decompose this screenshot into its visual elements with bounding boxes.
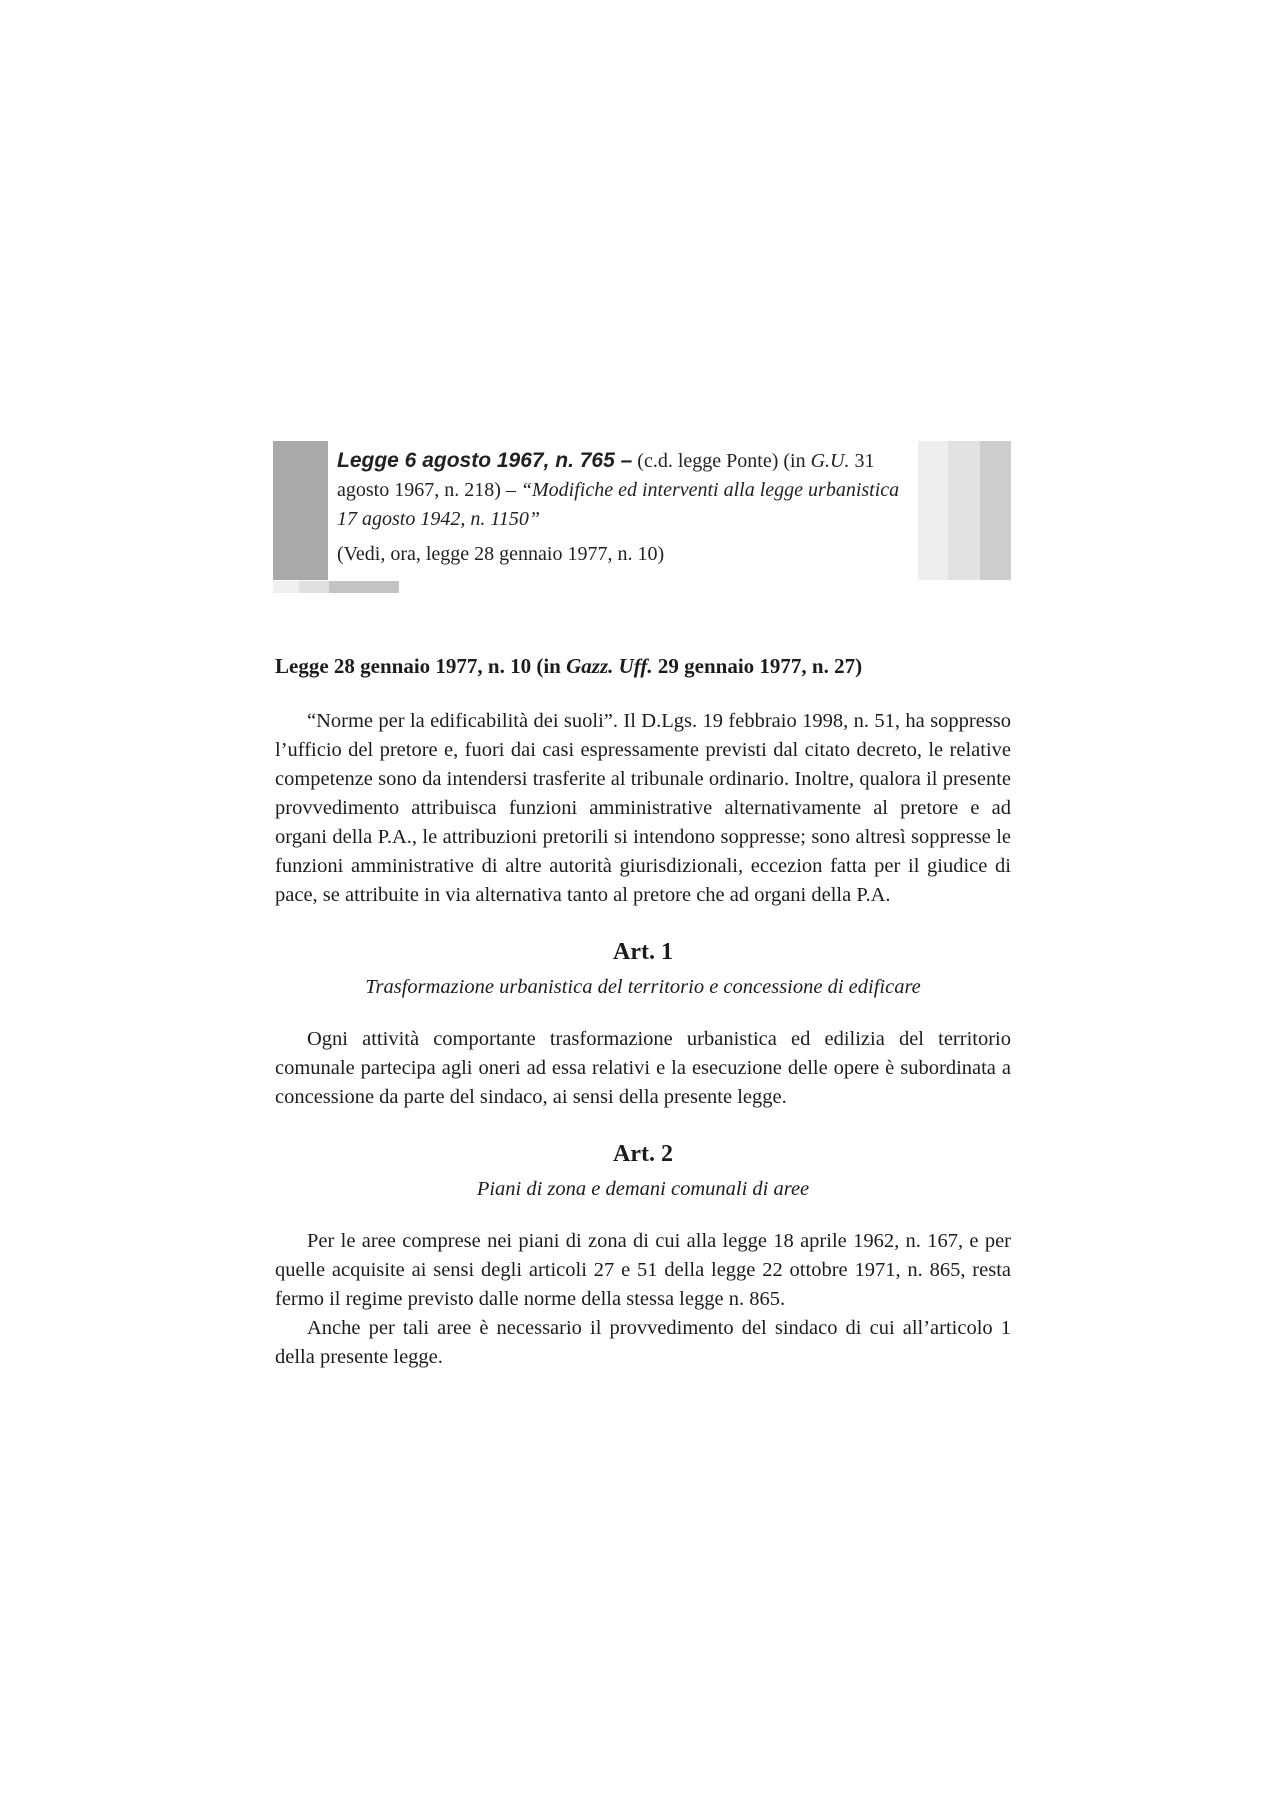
- header-right-bar-3: [980, 441, 1011, 580]
- article-1-number: Art. 1: [613, 939, 673, 965]
- header-right-bar-1: [918, 441, 948, 580]
- document-body: [275, 652, 1011, 1372]
- header-law-ref: Legge 6 agosto 1967, n. 765 –: [337, 449, 633, 472]
- article-2-paragraph-1: Per le aree comprese nei piani di zona di cui alla legge 18 aprile 1962, n. 167, e per quelle acquisite ai sensi degli articoli 27 e 51 della legge 22 ottobre 1971, n. 865, resta fermo il regime previsto dalle norme della stessa legge n. 865.: [275, 1230, 1011, 1310]
- article-2-number: Art. 2: [613, 1141, 673, 1167]
- law-title-prefix: Legge 28 gennaio 1977, n. 10 (in: [275, 654, 567, 678]
- header-citation: [337, 446, 917, 534]
- header-after-law: (c.d. legge Ponte) (in: [632, 450, 811, 472]
- law-title: [275, 652, 1011, 681]
- law-intro-paragraph: “Norme per la edificabilità dei suoli”. Il D.Lgs. 19 febbraio 1998, n. 51, ha soppresso l’ufficio del pretore e, fuori dai casi espressamente previsti dal citato decreto, le relative competenze sono da intendersi trasferite al tribunale ordinario. Inoltre, qualora il presente provvedimento attribuisca funzioni amministrative alternativamente al pretore e ad organi della P.A., le attribuzioni pretorili si intendono soppresse; sono altresì soppresse le funzioni amministrative di altre autorità giurisdizionali, eccezion fatta per il giudice di pace, se attribuite in via alternativa tanto al pretore che ad organi della P.A.: [275, 710, 1011, 906]
- article-2-paragraph-2: Anche per tali aree è necessario il provvedimento del sindaco di cui all’articolo 1 della presente legge.: [275, 1317, 1011, 1368]
- article-2-title: Piani di zona e demani comunali di aree: [476, 1178, 810, 1200]
- header-text: [337, 446, 917, 569]
- header-underline-3: [329, 581, 399, 593]
- law-title-suffix: 29 gennaio 1977, n. 27): [652, 654, 863, 678]
- header-gu-rest: 31 agosto 1967, n. 218) –: [337, 450, 875, 501]
- article-1-title: Trasformazione urbanistica del territorio e concessione di edificare: [365, 976, 921, 998]
- header-gu-abbrev: G.U.: [810, 450, 850, 472]
- header-left-bar: [273, 441, 328, 580]
- header-right-bar-2: [948, 441, 980, 580]
- law-title-gazz: Gazz. Uff.: [566, 654, 653, 678]
- article-1-paragraph-1: Ogni attività comportante trasformazione urbanistica ed edilizia del territorio comunale partecipa agli oneri ad essa relativi e la esecuzione delle opere è subordinata a concessione da parte del sindaco, ai sensi della presente legge.: [275, 1028, 1011, 1108]
- header-underline-1: [273, 581, 299, 593]
- header-note: (Vedi, ora, legge 28 gennaio 1977, n. 10): [337, 543, 665, 565]
- header-title-quote: “Modifiche ed interventi alla legge urbanistica 17 agosto 1942, n. 1150”: [337, 479, 900, 530]
- header-underline-2: [299, 581, 329, 593]
